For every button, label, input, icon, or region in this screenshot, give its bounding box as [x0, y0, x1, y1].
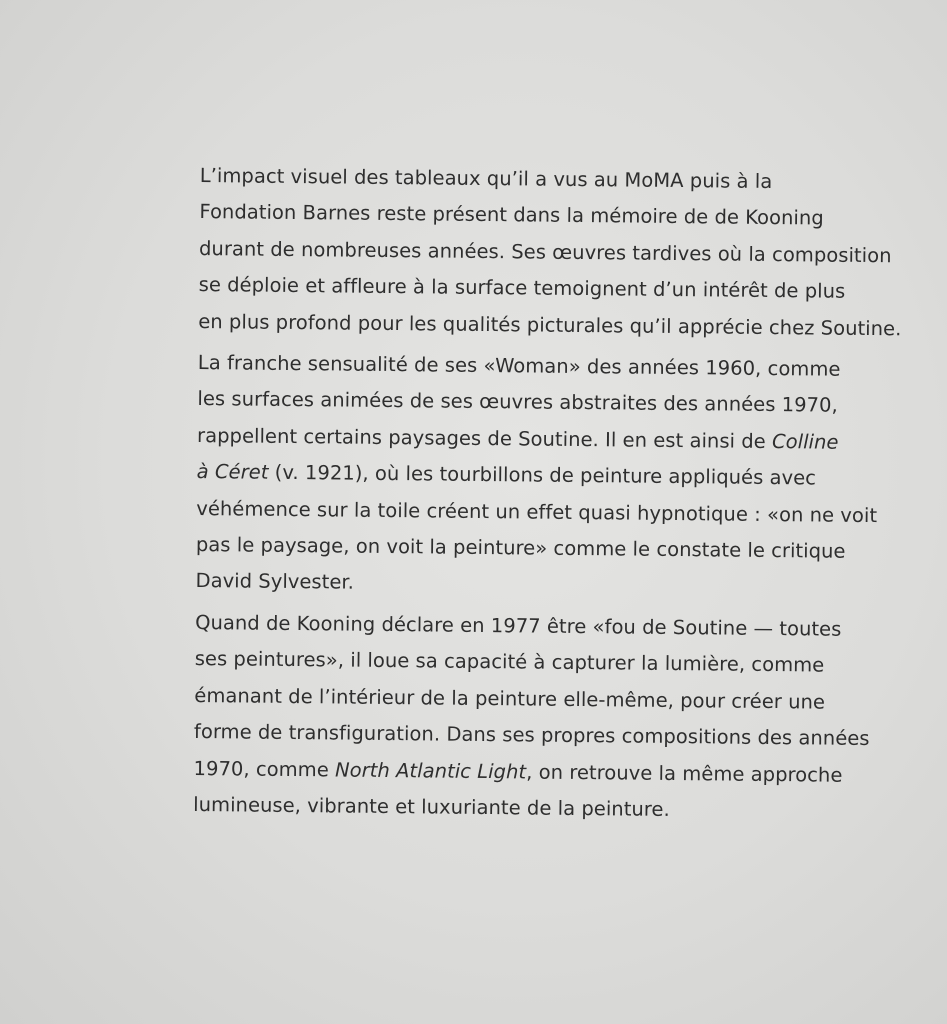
text-segment: 1970, comme	[193, 756, 336, 781]
text-segment: David Sylvester.	[195, 569, 355, 595]
text-segment: se déploie et affleure à la surface temoignent d’un intérêt de plus	[198, 273, 846, 303]
text-segment: en plus profond pour les qualités picturales qu’il apprécie chez Soutine.	[198, 309, 902, 340]
paragraph-3	[193, 605, 915, 831]
italic-title: Colline	[771, 429, 839, 454]
italic-title: North Atlantic Light	[334, 757, 527, 783]
text-segment: ses peintures», il loue sa capacité à capturer la lumière, comme	[194, 647, 825, 677]
paragraph-2	[195, 345, 918, 607]
text-segment: L’impact visuel des tableaux qu’il a vus au MoMA puis à la	[199, 163, 773, 193]
wall-text	[193, 158, 920, 831]
text-segment: Quand de Kooning déclare en 1977 être «fou de Soutine — toutes	[195, 610, 842, 641]
text-segment: les surfaces animées de ses œuvres abstraites des années 1970,	[197, 387, 838, 418]
text-segment: (v. 1921), où les tourbillons de peinture appliqués avec	[268, 460, 817, 490]
paragraph-1	[198, 158, 920, 348]
text-segment: pas le paysage, on voit la peinture» comme le constate le critique	[195, 533, 846, 563]
text-line	[195, 563, 915, 607]
text-segment: durant de nombreuses années. Ses œuvres tardives où la composition	[198, 236, 892, 268]
text-line	[198, 304, 918, 348]
text-segment: forme de transfiguration. Dans ses propres compositions des années	[193, 720, 870, 751]
italic-title: à Céret	[196, 460, 269, 484]
text-line	[193, 787, 913, 831]
text-segment: véhémence sur la toile créent un effet quasi hypnotique : «on ne voit	[196, 496, 878, 527]
text-segment: rappellent certains paysages de Soutine. Il en est ainsi de	[196, 423, 773, 453]
text-segment: , on retrouve la même approche	[526, 759, 843, 787]
text-segment: Fondation Barnes reste présent dans la mémoire de de Kooning	[199, 200, 824, 230]
text-segment: lumineuse, vibrante et luxuriante de la peinture.	[193, 792, 670, 821]
text-segment: émanant de l’intérieur de la peinture elle-même, pour créer une	[194, 683, 826, 714]
text-segment: La franche sensualité de ses «Woman» des années 1960, comme	[197, 351, 841, 381]
